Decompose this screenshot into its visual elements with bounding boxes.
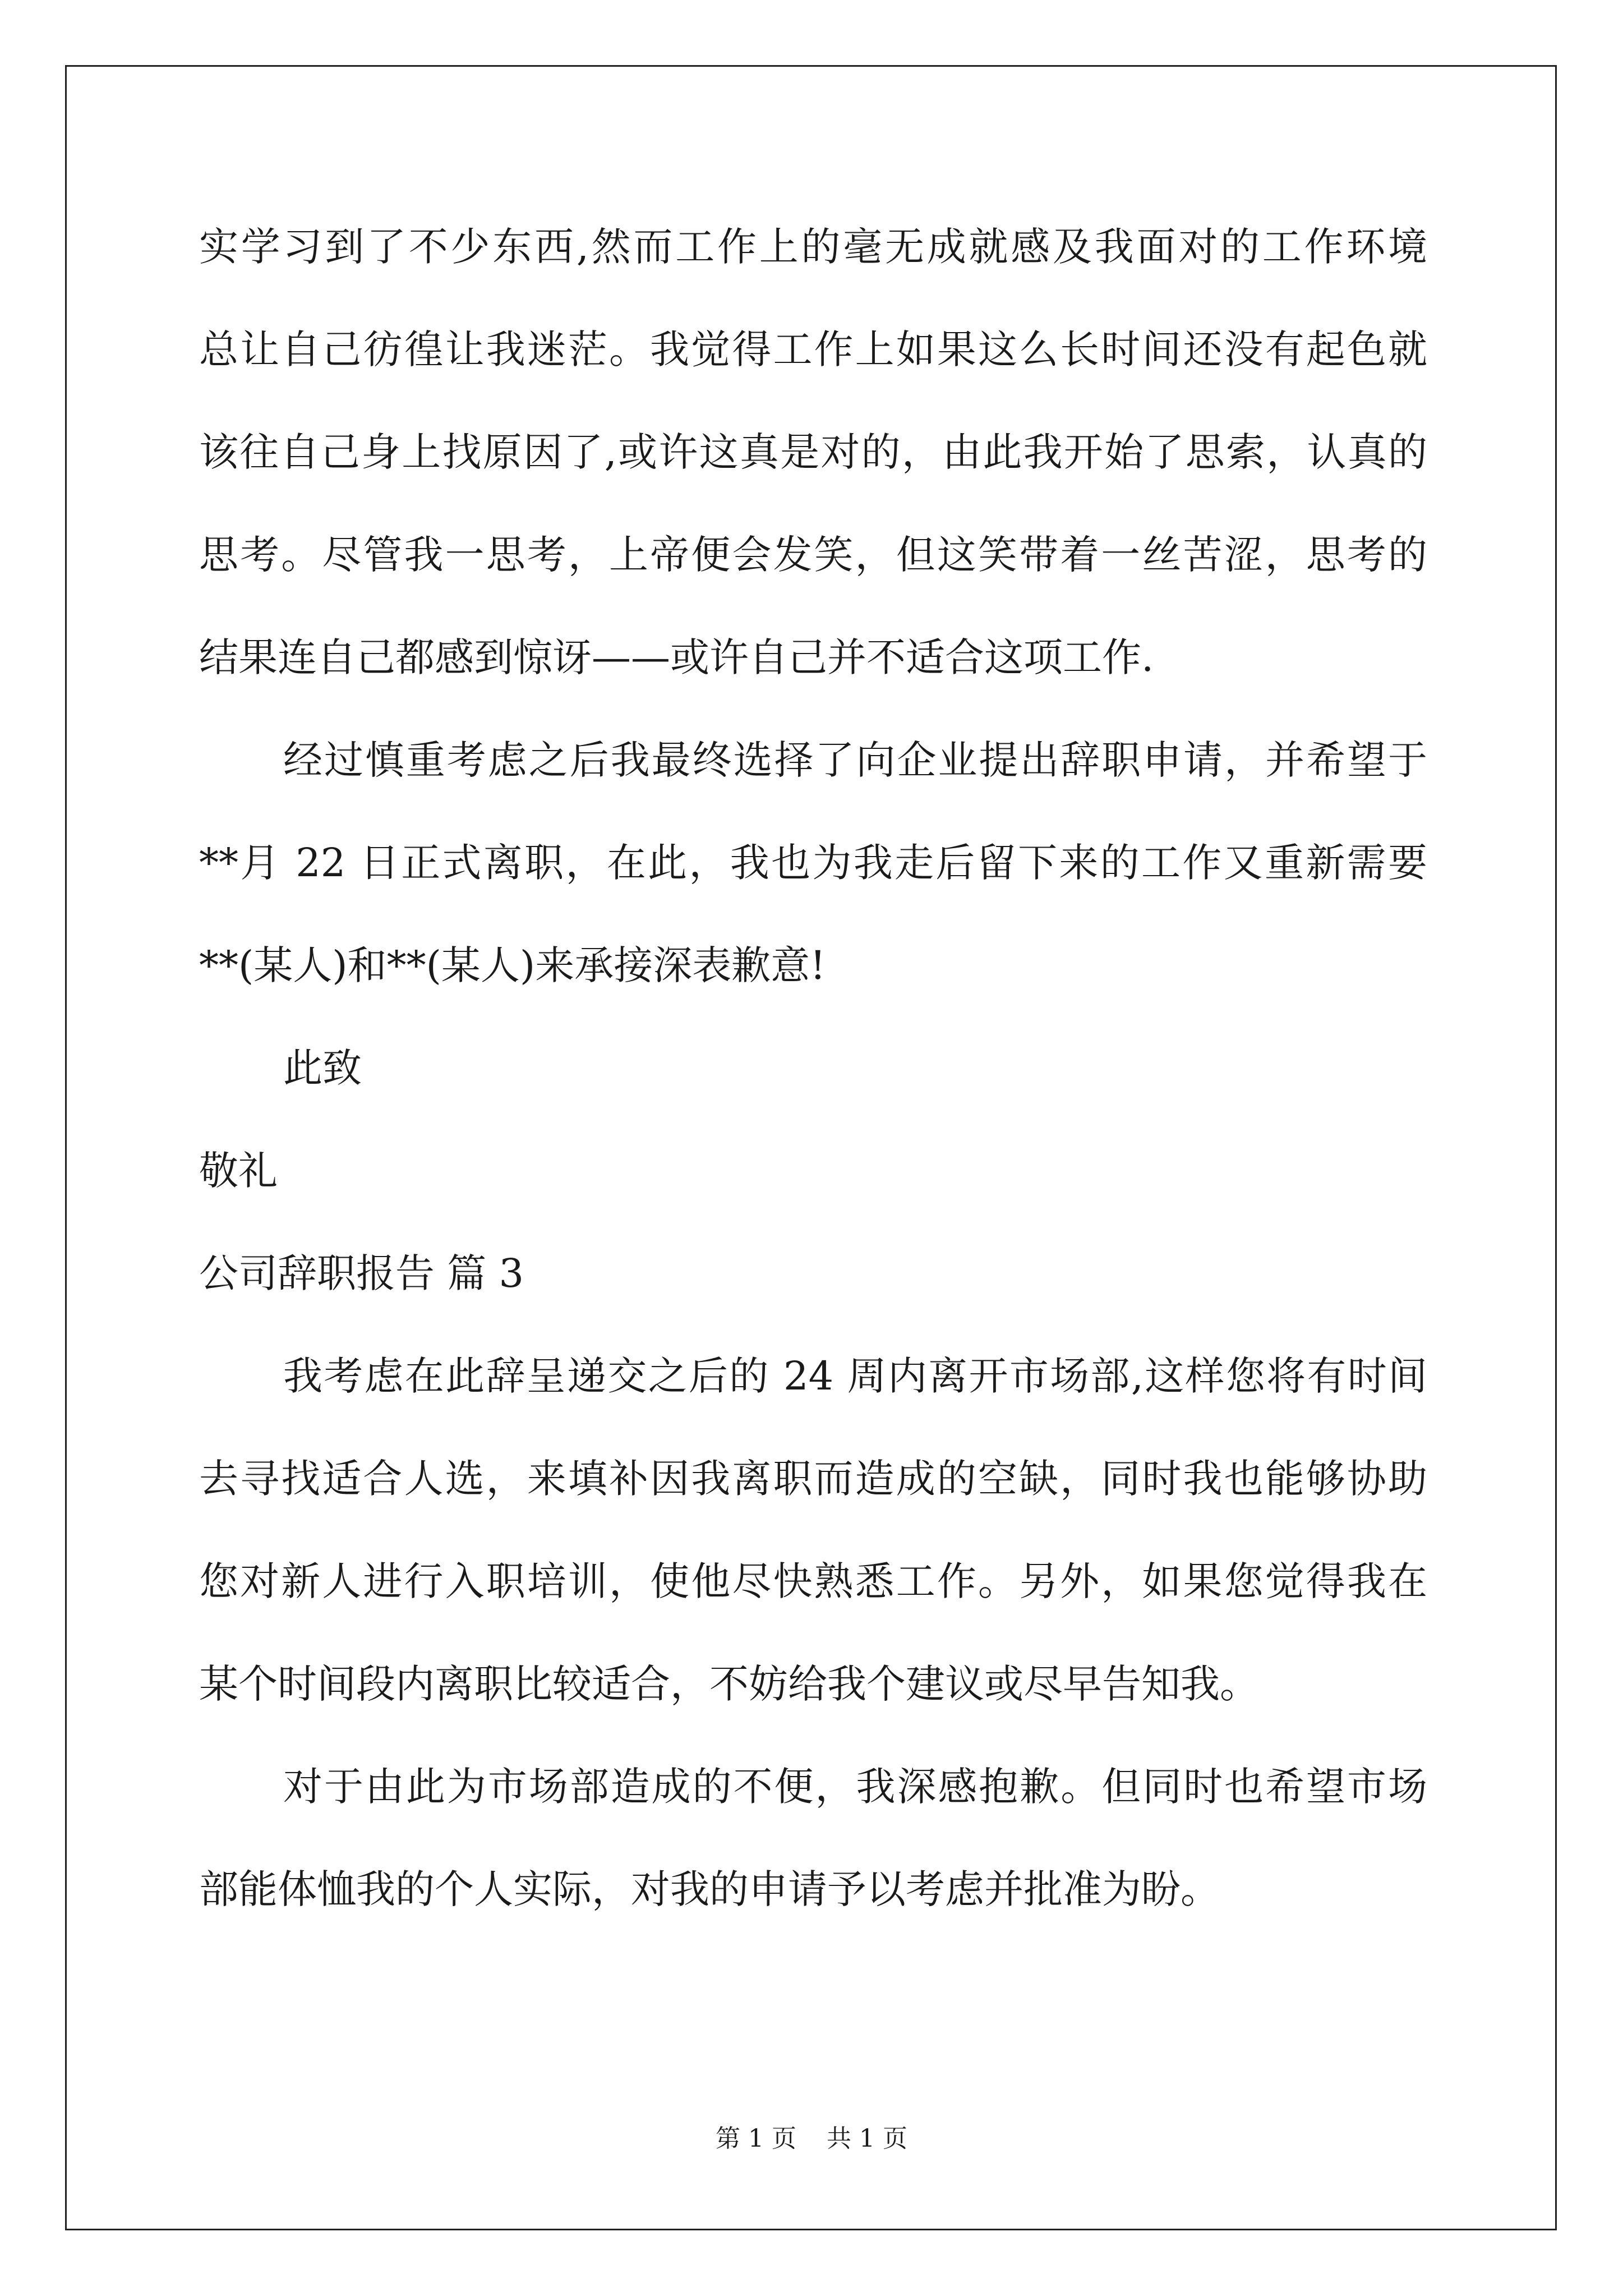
text-line: 部能体恤我的个人实际，对我的申请予以考虑并批准为盼。 <box>199 1866 1220 1912</box>
text-line: **月 22 日正式离职，在此，我也为我走后留下来的工作又重新需要 <box>199 840 1427 886</box>
text-line: 思考。尽管我一思考，上帝便会发笑，但这笑带着一丝苦涩，思考的 <box>199 532 1427 578</box>
paragraph-start-line: 我考虑在此辞呈递交之后的 24 周内离开市场部,这样您将有时间 <box>283 1353 1427 1399</box>
text-line: 去寻找适合人选，来填补因我离职而造成的空缺，同时我也能够协助 <box>199 1456 1427 1502</box>
text-line: 某个时间段内离职比较适合，不妨给我个建议或尽早告知我。 <box>199 1661 1259 1707</box>
text-line: 该往自己身上找原因了,或许这真是对的，由此我开始了思索，认真的 <box>199 429 1427 475</box>
text-line: 总让自己彷徨让我迷茫。我觉得工作上如果这么长时间还没有起色就 <box>199 326 1427 372</box>
closing-salutation: 此致 <box>283 1045 362 1091</box>
section-heading: 公司辞职报告 篇 3 <box>199 1250 524 1296</box>
paragraph-start-line: 经过慎重考虑之后我最终选择了向企业提出辞职申请，并希望于 <box>283 737 1427 783</box>
document-body <box>199 215 1427 1961</box>
text-line: **(某人)和**(某人)来承接深表歉意! <box>199 942 826 988</box>
text-line: 结果连自己都感到惊讶——或许自己并不适合这项工作. <box>199 634 1154 680</box>
closing-regards: 敬礼 <box>199 1148 278 1194</box>
text-line: 您对新人进行入职培训，使他尽快熟悉工作。另外，如果您觉得我在 <box>199 1558 1427 1604</box>
page-number-total: 共 1 页 <box>827 2124 907 2153</box>
page-footer <box>0 2118 1623 2154</box>
paragraph-start-line: 对于由此为市场部造成的不便，我深感抱歉。但同时也希望市场 <box>283 1764 1427 1810</box>
page-number-current: 第 1 页 <box>716 2124 796 2153</box>
text-line: 实学习到了不少东西,然而工作上的毫无成就感及我面对的工作环境 <box>199 224 1427 270</box>
